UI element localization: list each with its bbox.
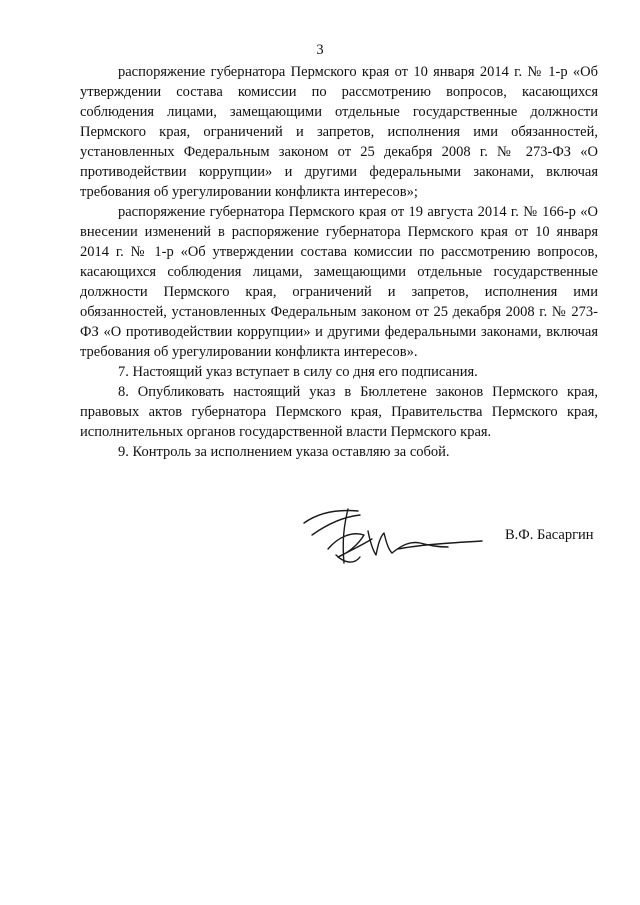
paragraph-order-jan-2014: распоряжение губернатора Пермского края от 10 января 2014 г. № 1-р «Об утверждении состава комиссии по рассмотрению вопросов, касающихся соблюдения лицами, замещающими отдельные государственные должности Пермского края, ограничений и запретов, исполнения ими обязанностей, установленных Федеральным законом от 25 декабря 2008 г. № 273-ФЗ «О противодействии коррупции» и другими федеральными законами, включая требования об урегулировании конфликта интересов»;	[80, 64, 598, 200]
paragraph-order-aug-2014: распоряжение губернатора Пермского края от 19 августа 2014 г. № 166-р «О внесении изменений в распоряжение губернатора Пермского края от 10 января 2014 г. № 1-р «Об утверждении состава комиссии по рассмотрению вопросов, касающихся соблюдения лицами, замещающими отдельные государственные должности Пермского края, ограничений и запретов, исполнения ими обязанностей, установленных Федеральным законом от 25 декабря 2008 г. № 273-ФЗ «О противодействии коррупции» и другими федеральными законами, включая требования об урегулировании конфликта интересов».	[80, 204, 598, 360]
signer-name: В.Ф. Басаргин	[505, 527, 594, 543]
handwritten-signature	[298, 505, 488, 575]
paragraph-7-effective-date: 7. Настоящий указ вступает в силу со дня его подписания.	[118, 364, 478, 380]
signature-block	[0, 505, 640, 575]
page-number: 3	[316, 42, 324, 58]
document-body	[80, 62, 598, 462]
paragraph-9-control: 9. Контроль за исполнением указа оставляю за собой.	[118, 444, 450, 460]
paragraph-8-publication: 8. Опубликовать настоящий указ в Бюллетене законов Пермского края, правовых актов губернатора Пермского края, Правительства Пермского края, исполнительных органов государственной власти Пермского края.	[80, 384, 598, 440]
